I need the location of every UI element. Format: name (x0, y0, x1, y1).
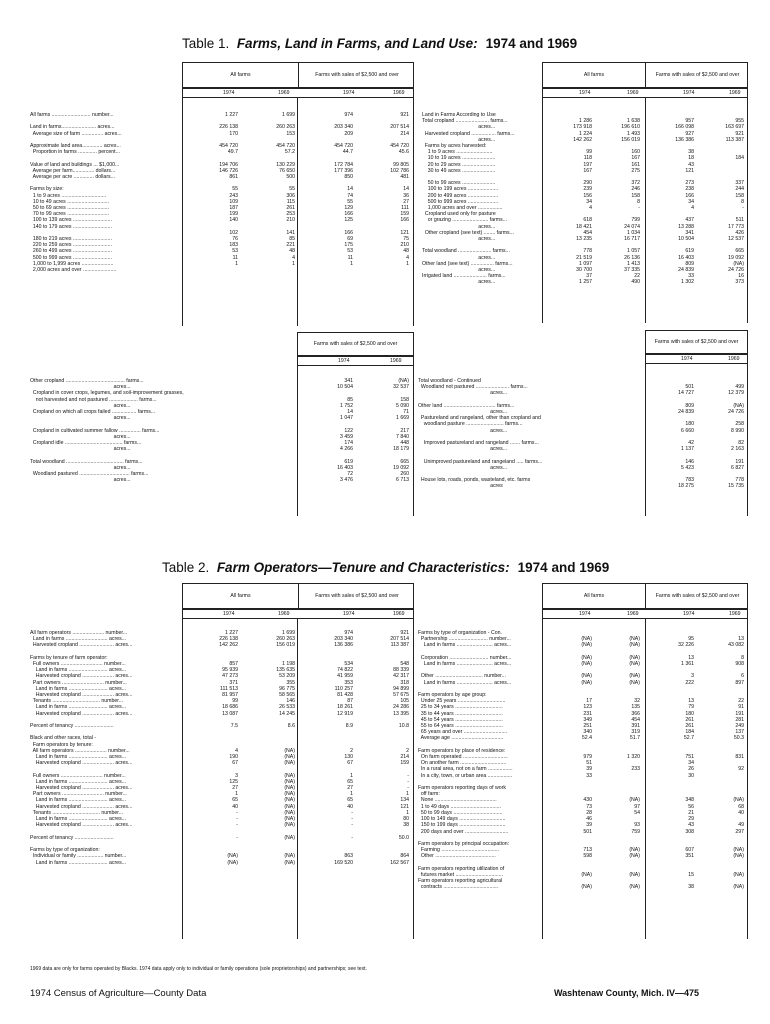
table1-mid-right-years (645, 354, 748, 364)
year-1974: 1974 (579, 611, 591, 617)
table2-left-labels: All farm operators ...................... number... Land in farms ............................. acres... Harvested cropland ........................ acres... Farms by tenure of farm operator: Full owners ............................. number... Land in farms ........................... acres... Harvested cropland ...................... acres... Part owners ............................. number... Land in farms ........................... acres... Harvested cropland ...................... acres... Tenants ................................. number... Land in farms ........................... acres... Harvested cropland ...................... acres... Percent of tenancy ........................... Black and other races, total - Farm operators by tenure: All farm operators ...................... number... Land in farms ........................... acres... Harvested cropland ...................... acres... Full owners ............................. number... Land in farms ........................... acres... Harvested cropland ...................... acres... Part owners ............................. number... Land in farms ........................... acres... Harvested cropland ...................... acres... Tenants ................................. number... Land in farms ........................... acres... Harvested cropland ...................... acres... Percent of tenancy ........................... Farms by type of organization: Individual or family .................. number... Land in farms ........................... acres... (30, 630, 133, 866)
header-all-farms: All farms (543, 584, 646, 608)
table2-right-col2: (NA) (NA) (NA) (NA) (NA) (NA) 32 135 366 454 391 319 51.7 1 320 233 (NA) 97 54 93 759 (NA) (NA) (NA) (NA) (627, 636, 640, 891)
table1-left-col1: 1 227 226 138 170 454 720 49.7 194 706 146 726 861 55 243 109 187 199 140 102 76 183 53 11 1 (219, 112, 238, 267)
table1-mid-right-col2: 499 12 379 (NA) 24 726 258 8 990 82 2 163 191 6 827 778 15 735 (728, 384, 744, 490)
year-1974: 1974 (681, 356, 693, 362)
header-sales: Farms with sales of $2,500 and over (655, 72, 740, 78)
footer-publication: 1974 Census of Agriculture—County Data (30, 988, 207, 999)
table1-mid-right-col1: 501 14 727 809 24 839 180 6 660 42 1 137 146 5 423 783 18 275 (678, 384, 694, 490)
year-1969: 1969 (393, 611, 405, 617)
year-1974: 1974 (338, 358, 350, 364)
table2-right-header (542, 583, 748, 609)
table1-left-col2: 1 699 260 263 153 454 720 57.2 130 229 76 650 500 55 306 115 261 253 210 141 85 221 48 4 1 (276, 112, 295, 267)
year-1969: 1969 (627, 611, 639, 617)
table2-left-col2: 1 699 260 263 156 019 1 198 135 635 53 209 355 96 775 58 565 146 26 533 14 245 8.6 (NA) (NA) (NA) (NA) (NA) (NA) (NA) (NA) (NA) (NA) (NA) (NA) (NA) (NA) (NA) (276, 630, 295, 866)
table1-right-col4: 955 163 697 921 113 387 184 337 244 158 8 - 511 17 773 426 12 537 665 19 092 (NA) 24 726 16 373 (725, 118, 744, 286)
table2-left-col3: 974 203 340 136 386 534 74 822 41 959 353 110 257 81 428 87 18 261 12 919 8.9 2 130 67 1 65 27 1 65 40 - - - - 863 169 520 (334, 630, 353, 866)
year-1969: 1969 (278, 611, 290, 617)
table1-mid-left-col1: 341 10 504 85 1 752 14 1 047 122 3 459 174 4 266 619 16 403 72 3 476 (337, 378, 353, 484)
table2-left-col4: 921 207 514 113 387 548 88 339 42 317 318 94 899 57 675 105 24 286 13 395 10.8 2 214 159 - - - 1 134 121 1 80 38 50.0 864 162 567 (390, 630, 409, 866)
header-sales: Farms with sales of $2,500 and over (655, 593, 740, 599)
year-1969: 1969 (729, 611, 741, 617)
table2-left-header (182, 583, 414, 609)
table2-right-col1: (NA) (NA) (NA) (NA) (NA) (NA) 17 123 231 349 251 340 52.4 979 51 39 33 430 73 28 46 39 501 713 598 (NA) (NA) (581, 636, 592, 891)
table2-right-labels: Farms by type of organization - Con. Partnership ........................... number... Land in farms ......................... acres... Corporation ........................... number... Land in farms ......................... acres... Other ................................. number... Land in farms ......................... acres... Farm operators by age group: Under 25 years ................................. 25 to 34 years ................................. 35 to 44 years ................................. 45 to 54 years ................................. 55 to 64 years ................................. 65 years and over .............................. Average age .................................... Farm operators by place of residence: On farm operated ............................... On another farm ................................ In a rural area, not on a farm ................. In a city, town, or urban area ................. Farm operators reporting days of work off farm: None ........................................... 1 to 49 days ................................... 50 to 99 days .................................. 100 to 149 days ................................ 150 to 199 days ................................ 200 days and over .............................. Farm operators by principal occupation: Farming ........................................ Other .......................................... Farm operators reporting utilization of futures market ................................. Farm operators reporting agricultural contracts ...................................... (418, 630, 513, 891)
table1-mid-left-col2: (NA) 32 537 158 5 090 71 1 669 217 7 840 448 18 179 665 19 092 260 6 713 (393, 378, 409, 484)
header-all-farms: All farms (183, 63, 299, 87)
table1-left-years (182, 88, 414, 98)
table1-mid-left-header (297, 332, 414, 356)
header-all-farms: All farms (183, 584, 299, 608)
table2-right-col3: 95 32 226 13 1 361 3 222 13 79 180 261 261 184 52.7 751 34 26 30 348 56 21 29 43 308 607 351 15 38 (678, 636, 694, 891)
table1-right-years (542, 88, 748, 98)
table2-right-col4: 13 43 082 8 908 6 897 22 91 191 281 249 137 50.3 831 92 (NA) 68 40 49 297 (NA) (NA) (NA) (NA) (728, 636, 744, 891)
table1-right-header (542, 62, 748, 88)
footer-county-page: Washtenaw County, Mich. IV—475 (554, 988, 700, 998)
year-1969: 1969 (390, 358, 402, 364)
table1-mid-left-years (297, 356, 414, 366)
table1-left-col3: 974 203 340 209 454 720 44.7 172 784 177 396 850 14 74 55 129 166 125 166 69 175 53 11 1 (334, 112, 353, 267)
table1-mid-right-labels: Total woodland - Continued Woodland not pastured ....................... farms... acres... Other land .................................... farms... acres... Pastureland and rangeland, other than cropland and woodland pasture .......................... farms... acres... Improved pastureland and rangeland ....... farms... acres... Unimproved pastureland and rangeland ..... farms... acres... House lots, roads, ponds, wasteland, etc. farms acres (418, 378, 543, 490)
table2-title: Table 2. Farm Operators—Tenure and Characteristics: 1974 and 1969 (162, 560, 610, 575)
header-sales: Farms with sales of $2,500 and over (654, 339, 739, 345)
table2-left-years (182, 609, 414, 619)
year-1969: 1969 (729, 90, 741, 96)
year-1969: 1969 (728, 356, 740, 362)
table2-right-years (542, 609, 748, 619)
footnote: 1969 data are only for farms operated by Blacks. 1974 data apply only to individual or family operations (sole proprietorships) and partnerships; see text. (30, 966, 367, 972)
year-1974: 1974 (223, 611, 235, 617)
table1-right-labels: Land in Farms According to Use Total cropland ....................... farms... acres... Harvested cropland ................. farms... acres... Farms by acres harvested: 1 to 9 acres ......................... 10 to 19 acres ....................... 20 to 29 acres ....................... 30 to 49 acres ....................... 50 to 99 acres ....................... 100 to 199 acres ..................... 200 to 499 acres ..................... 500 to 999 acres ..................... 1,000 acres and over ................. Cropland used only for pasture or grazing ......................... farms... acres... Other cropland (see text) ........ farms... acres... Total woodland ....................... farms... acres... Other land (see text) ................ farms... acres... Irrigated land ....................... farms... acres... (422, 112, 515, 286)
table1-left-labels: All farms ........................... number... Land in farms........................ acres... Average size of farm ............... acres... Approximate land area.............. acres... Proportion in farms ............. percent... Value of land and buildings ... $1,000... Average per farm............... dollars... Average per acre .............. dollars... Farms by size: 1 to 9 acres ............................... 10 to 49 acres ............................. 50 to 69 acres ............................. 70 to 99 acres ............................. 100 to 139 acres ........................... 140 to 179 acres ........................... 180 to 219 acres ........................... 220 to 259 acres ........................... 260 to 499 acres ........................... 500 to 999 acres ........................... 1,000 to 1,999 acres ...................... 2,000 acres and over ....................... (30, 112, 122, 274)
year-1974: 1974 (223, 90, 235, 96)
year-1974: 1974 (683, 611, 695, 617)
year-1974: 1974 (683, 90, 695, 96)
year-1969: 1969 (278, 90, 290, 96)
table1-right-col3: 957 166 098 927 136 386 38 18 43 121 273 238 166 34 4 437 13 288 341 10 504 619 16 403 809 24 839 33 1 302 (675, 118, 694, 286)
year-1974: 1974 (579, 90, 591, 96)
year-1969: 1969 (627, 90, 639, 96)
table1-mid-left-labels: Other cropland ......................................... farms... acres... Cropland in cover crops, legumes, and soil-improvement grasses, not harvested and not pastured .................... farms... acres... Cropland on which all crops failed ................. farms... acres... Cropland in cultivated summer fallow ............... farms... acres... Cropland idle ........................................ farms... acres... Total woodland ........................................ farms... acres... Woodland pastured ................................... farms... acres... (30, 378, 184, 484)
table1-title: Table 1. Farms, Land in Farms, and Land Use: 1974 and 1969 (182, 36, 578, 51)
table1-mid-right-header (645, 330, 748, 354)
table1-right-col2: 1 638 196 610 1 493 156 019 160 167 161 275 372 246 158 8 - 799 24 074 1 034 16 717 1 057 26 136 1 413 37 335 22 490 (621, 118, 640, 286)
year-1969: 1969 (393, 90, 405, 96)
table1-left-header (182, 62, 414, 88)
header-sales: Farms with sales of $2,500 and over (313, 341, 398, 347)
header-sales: Farms with sales of $2,500 and over (315, 593, 399, 599)
table1-right-col1: 1 286 173 918 1 224 142 262 99 118 197 167 290 239 156 34 4 618 18 421 454 13 235 778 21 519 1 097 30 700 37 1 257 (573, 118, 592, 286)
year-1974: 1974 (343, 90, 355, 96)
table2-left-col1: 1 227 226 138 142 262 857 95 939 47 273 371 111 513 81 957 99 18 686 13 087 7.5 4 190 67 3 125 27 1 65 40 - - - - (NA) (NA) (219, 630, 238, 866)
table1-left-col4: 921 207 514 214 454 720 45.6 99 805 102 786 481 14 36 27 111 159 166 121 75 210 48 4 1 (390, 112, 409, 267)
header-sales: Farms with sales of $2,500 and over (315, 72, 399, 78)
year-1974: 1974 (343, 611, 355, 617)
header-all-farms: All farms (543, 63, 646, 87)
